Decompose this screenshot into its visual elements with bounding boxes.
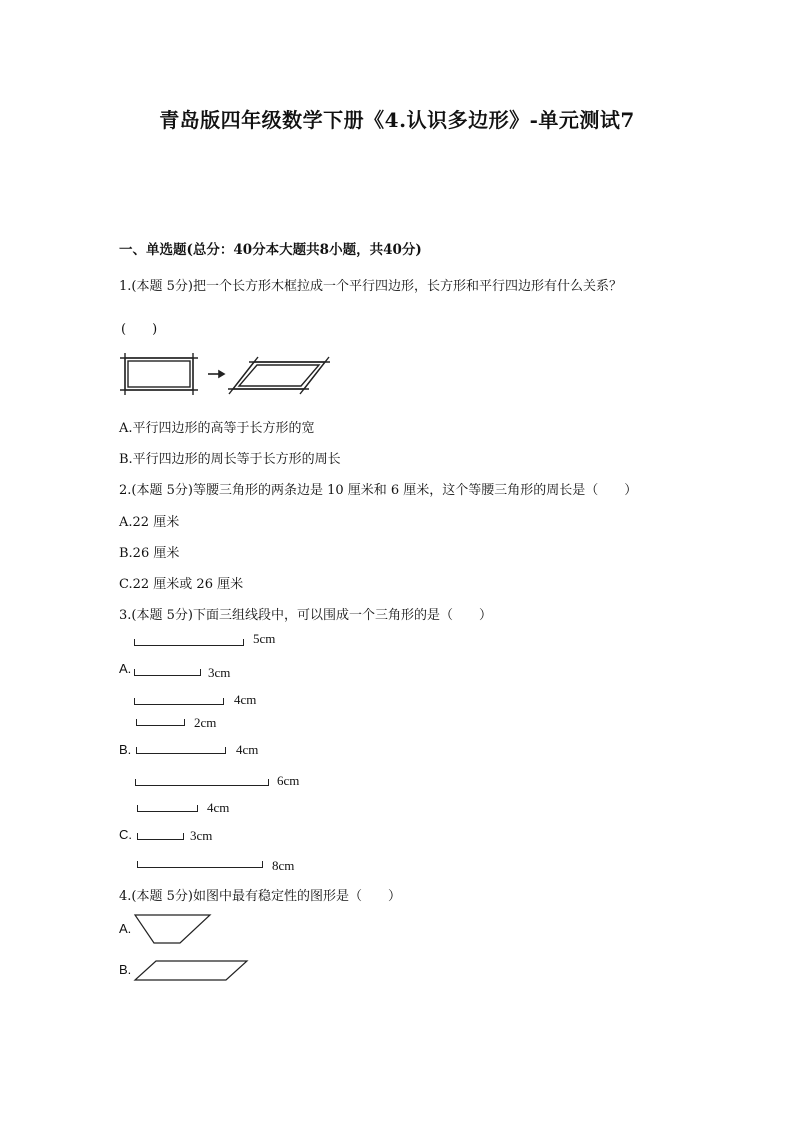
question-3-option-b[interactable]: B. bbox=[119, 742, 132, 757]
segment-b1-label: 2cm bbox=[194, 715, 217, 730]
segment-c3 bbox=[137, 861, 263, 868]
segment-c3-label: 8cm bbox=[272, 858, 295, 873]
segment-c2 bbox=[137, 833, 184, 840]
segment-b3-label: 6cm bbox=[277, 773, 300, 788]
question-3-option-a[interactable]: A. bbox=[119, 661, 132, 676]
segment-a3 bbox=[134, 698, 224, 705]
segment-b3 bbox=[135, 779, 269, 786]
question-2-option-c[interactable]: C.22 厘米或 26 厘米 bbox=[119, 577, 244, 592]
question-4-stem: 4.(本题 5分)如图中最有稳定性的图形是（ ） bbox=[119, 889, 401, 904]
frame-transform-figure bbox=[118, 352, 338, 398]
question-1-blank: ( ) bbox=[121, 322, 158, 337]
segment-c2-label: 3cm bbox=[190, 828, 213, 843]
segment-a2-label: 3cm bbox=[208, 665, 231, 680]
question-4-option-a[interactable]: A. bbox=[119, 921, 132, 936]
question-2-option-b[interactable]: B.26 厘米 bbox=[119, 546, 180, 561]
segment-b2-label: 4cm bbox=[236, 742, 259, 757]
question-3-option-c[interactable]: C. bbox=[119, 827, 132, 842]
parallelogram-frame bbox=[228, 357, 330, 394]
segment-a3-label: 4cm bbox=[234, 692, 257, 707]
segment-c1 bbox=[137, 805, 198, 812]
arrow-icon bbox=[208, 371, 224, 377]
question-1-option-a[interactable]: A.平行四边形的高等于长方形的宽 bbox=[119, 421, 315, 436]
question-1-option-b[interactable]: B.平行四边形的周长等于长方形的周长 bbox=[119, 452, 341, 467]
segment-a1-label: 5cm bbox=[253, 631, 276, 646]
question-2-stem: 2.(本题 5分)等腰三角形的两条边是 10 厘米和 6 厘米，这个等腰三角形的周长是（ ） bbox=[119, 483, 638, 498]
segment-b2 bbox=[136, 747, 226, 754]
segment-a2 bbox=[134, 669, 201, 676]
section-heading: 一、单选题(总分：40分本大题共8小题，共40分) bbox=[119, 242, 422, 258]
parallelogram-shape bbox=[132, 958, 252, 984]
question-3-stem: 3.(本题 5分)下面三组线段中，可以围成一个三角形的是（ ） bbox=[119, 608, 492, 623]
question-2-option-a[interactable]: A.22 厘米 bbox=[119, 515, 180, 530]
question-1-stem: 1.(本题 5分)把一个长方形木框拉成一个平行四边形，长方形和平行四边形有什么关系？ bbox=[119, 279, 622, 294]
page-title: 青岛版四年级数学下册《4.认识多边形》-单元测试7 bbox=[159, 108, 635, 132]
rectangle-frame bbox=[120, 353, 198, 395]
question-4-option-b[interactable]: B. bbox=[119, 962, 132, 977]
trapezoid-shape bbox=[132, 912, 214, 946]
segment-b1 bbox=[136, 719, 185, 726]
segment-a1 bbox=[134, 639, 244, 646]
segment-c1-label: 4cm bbox=[207, 800, 230, 815]
